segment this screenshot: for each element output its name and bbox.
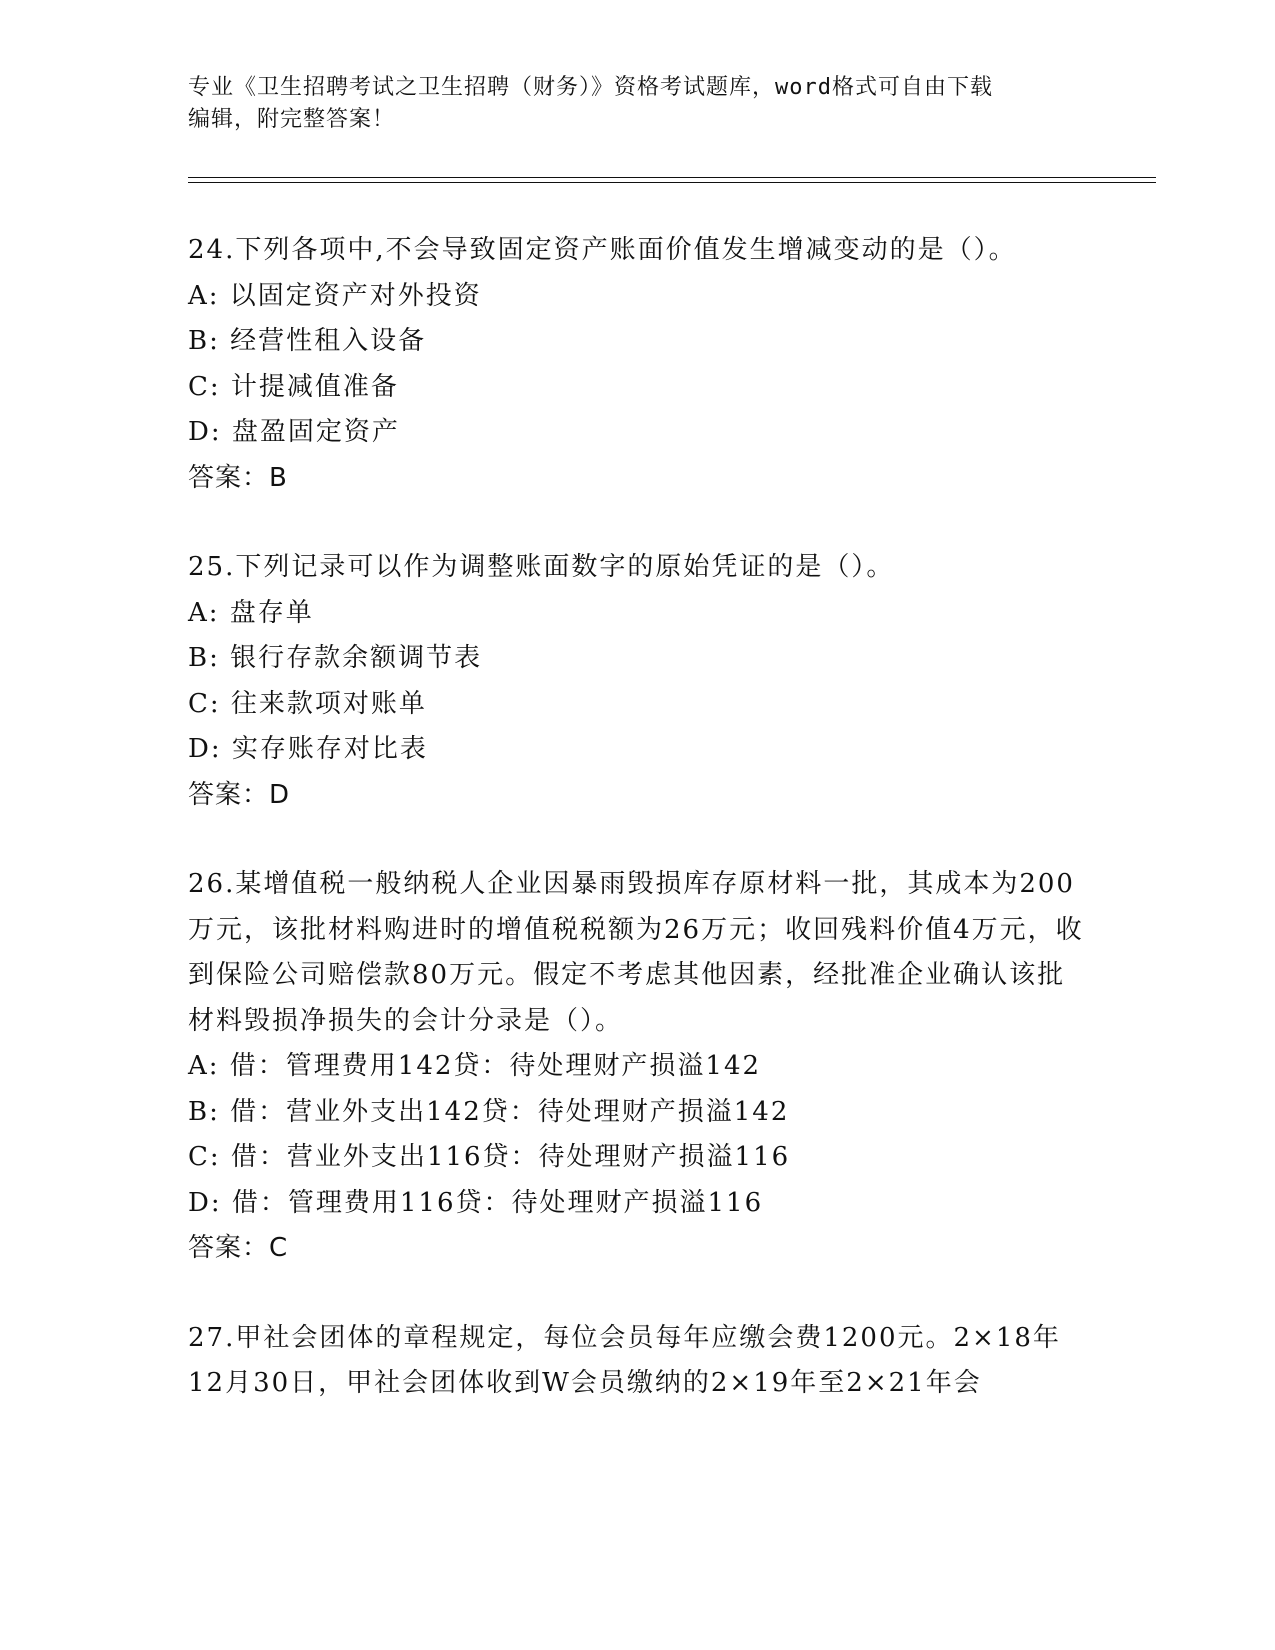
option-c: C: 借：营业外支出116贷：待处理财产损溢116 — [188, 1142, 791, 1172]
answer: 答案：B — [188, 462, 288, 493]
option-c: C: 计提减值准备 — [188, 371, 399, 402]
option-a: A: 借：管理费用142贷：待处理财产损溢142 — [188, 1051, 762, 1081]
header-line-1: 专业《卫生招聘考试之卫生招聘（财务）》资格考试题库，word格式可自由下载 — [188, 75, 993, 100]
question-24 — [188, 228, 1088, 501]
document-header — [188, 72, 1068, 136]
option-a: A: 盘存单 — [188, 597, 314, 628]
option-d: D: 盘盈固定资产 — [188, 417, 400, 447]
header-line-2: 编辑，附完整答案！ — [188, 107, 396, 132]
answer: 答案：D — [188, 779, 291, 810]
option-d: D: 实存账存对比表 — [188, 734, 428, 764]
question-list — [188, 228, 1088, 1451]
option-b: B: 经营性租入设备 — [188, 326, 427, 356]
question-25 — [188, 545, 1088, 818]
question-stem: 24.下列各项中,不会导致固定资产账面价值发生增减变动的是（）。 — [188, 235, 1017, 265]
option-b: B: 借：营业外支出142贷：待处理财产损溢142 — [188, 1096, 790, 1127]
question-stem: 27.甲社会团体的章程规定，每位会员每年应缴会费1200元。2×18年12月30日，甲社会团体收到W会员缴纳的2×19年至2×21年会 — [188, 1322, 1061, 1398]
question-stem: 26.某增值税一般纳税人企业因暴雨毁损库存原材料一批，其成本为200万元，该批材料购进时的增值税税额为26万元；收回残料价值4万元，收到保险公司赔偿款80万元。假定不考虑其他因素，经批准企业确认该批材料毁损净损失的会计分录是（）。 — [188, 869, 1084, 1036]
option-d: D: 借：管理费用116贷：待处理财产损溢116 — [188, 1187, 764, 1218]
question-27 — [188, 1316, 1088, 1407]
question-26 — [188, 862, 1088, 1272]
option-c: C: 往来款项对账单 — [188, 688, 427, 719]
option-b: B: 银行存款余额调节表 — [188, 643, 483, 673]
option-a: A: 以固定资产对外投资 — [188, 280, 482, 311]
header-divider-top — [188, 177, 1156, 178]
question-stem: 25.下列记录可以作为调整账面数字的原始凭证的是（）。 — [188, 552, 895, 582]
header-divider-bottom — [188, 182, 1156, 183]
answer: 答案：C — [188, 1233, 289, 1263]
